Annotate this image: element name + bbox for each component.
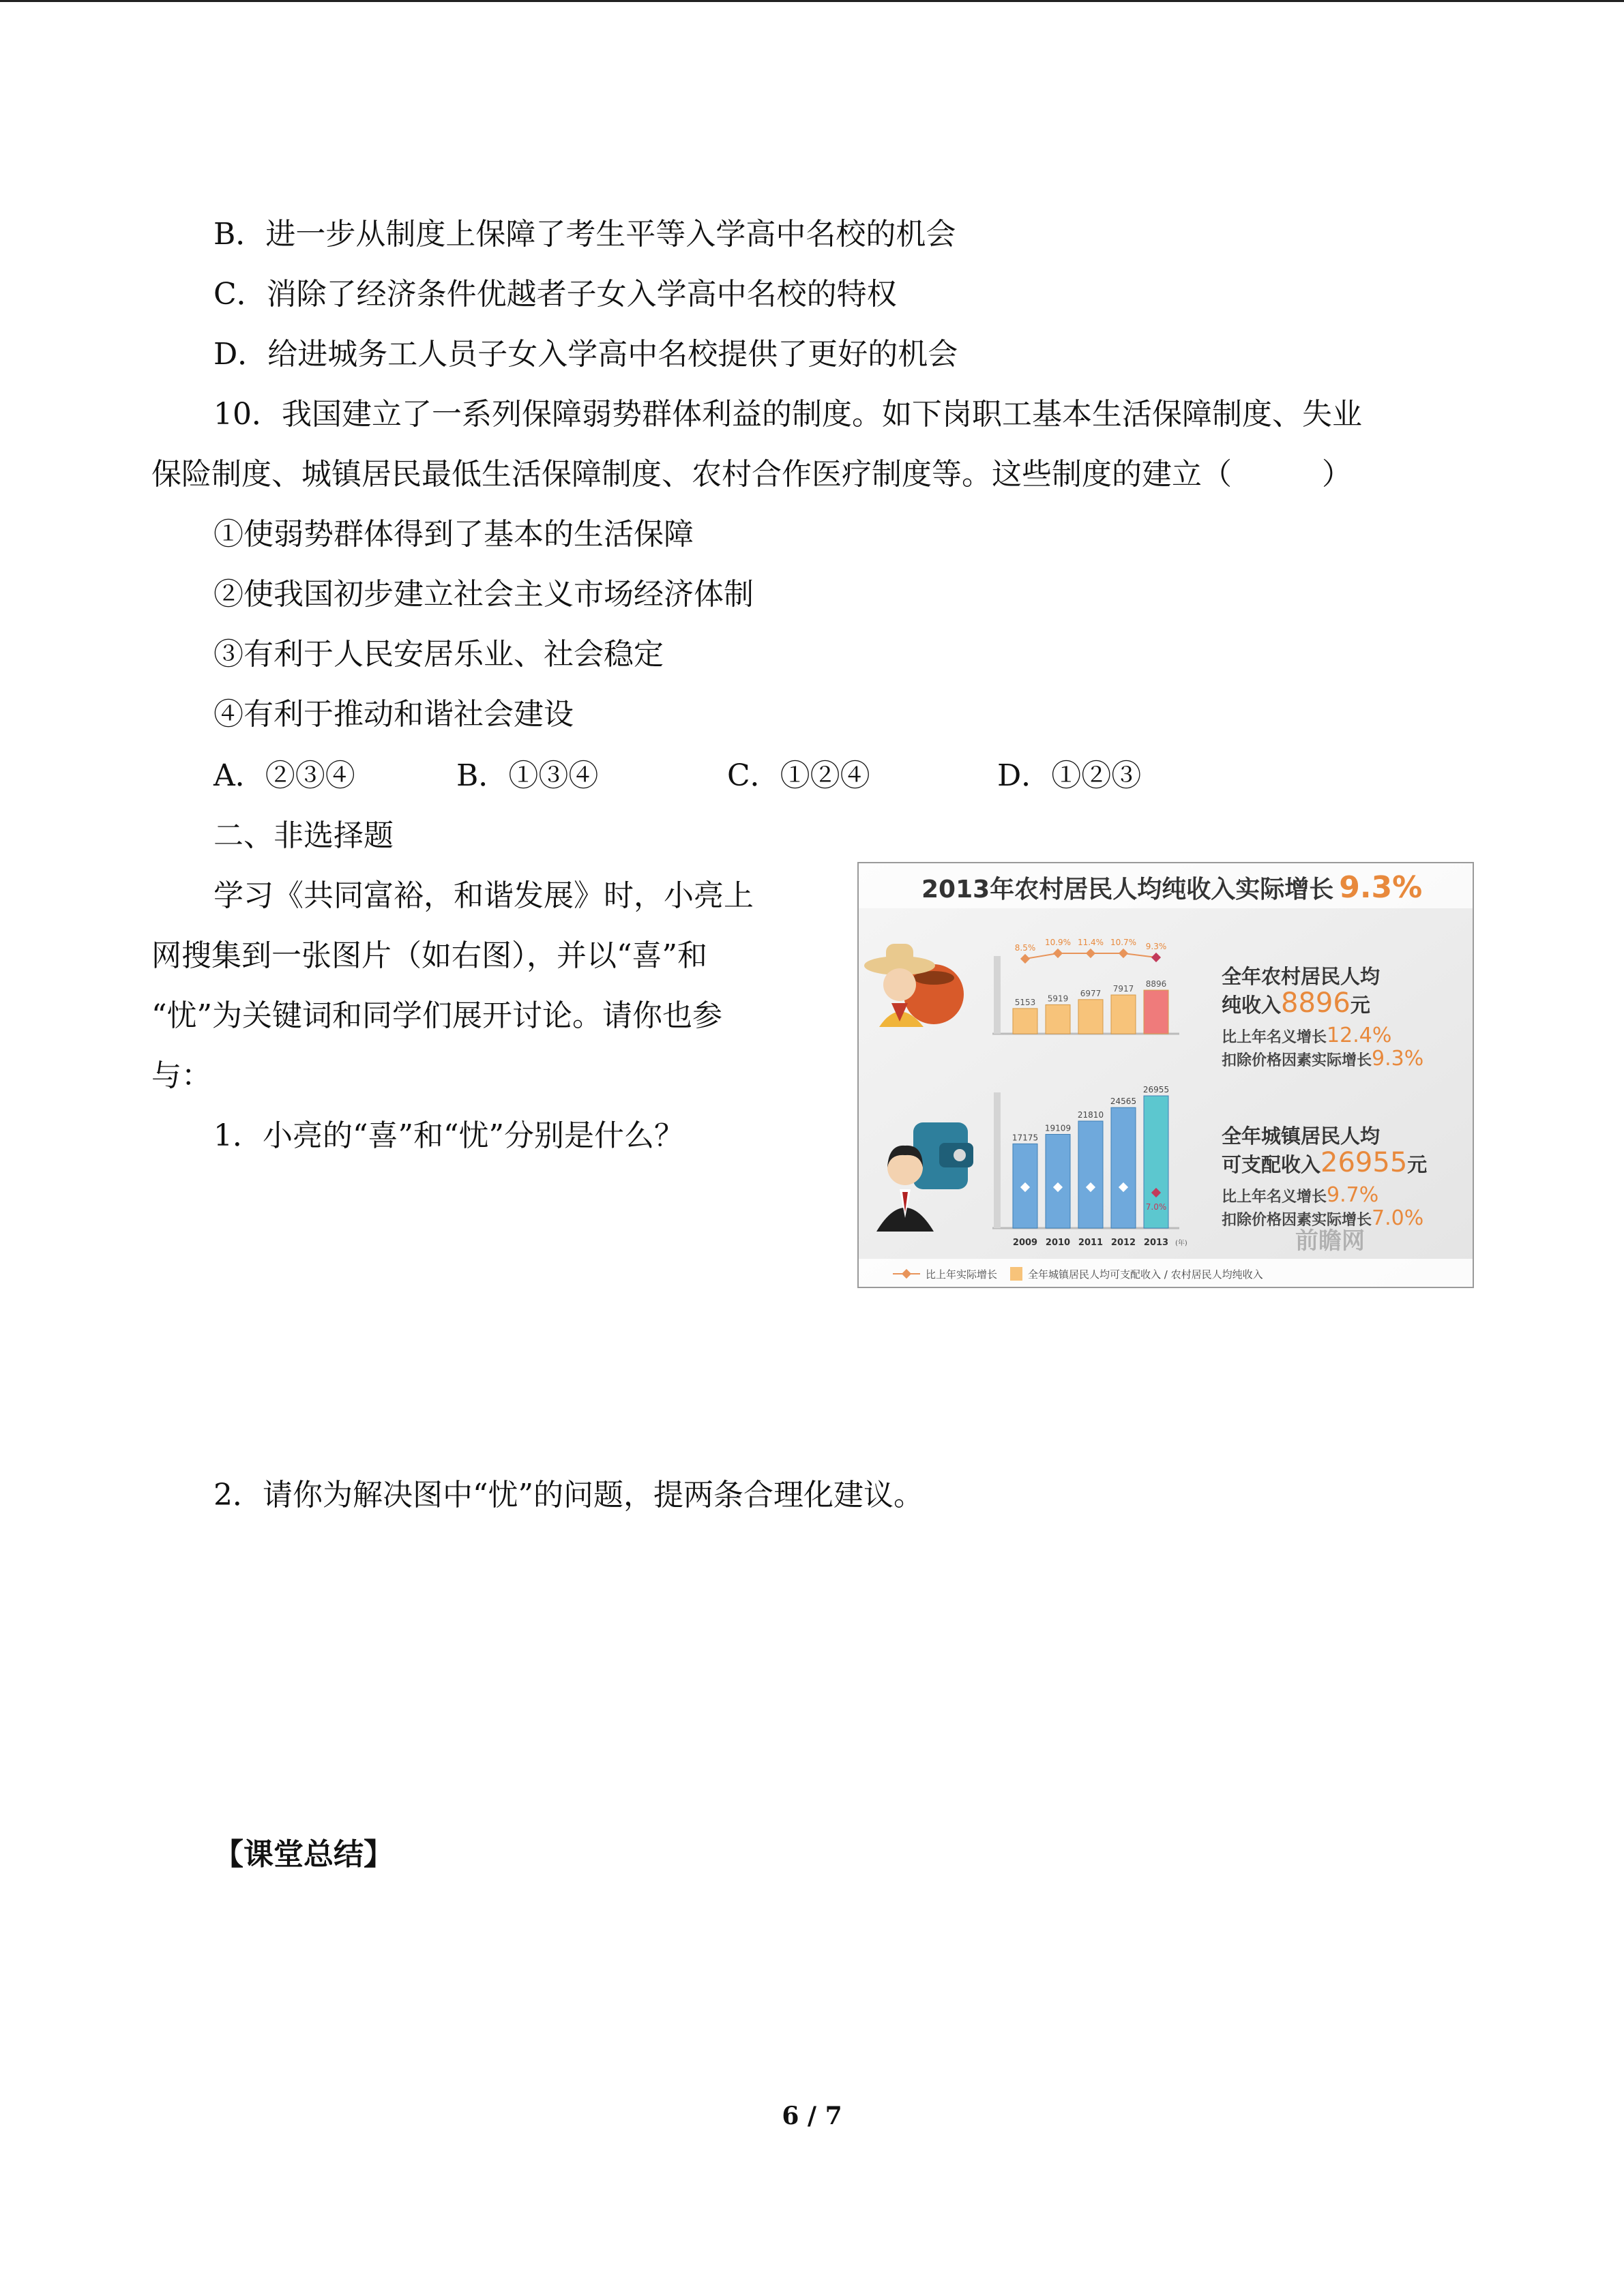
urban-axis-post	[994, 1092, 1001, 1228]
urban-bar-label: 17175	[1012, 1133, 1039, 1143]
chart-title: 2013年农村居民人均纯收入实际增长 9.3%	[921, 870, 1423, 905]
urban-info-line1: 全年城镇居民人均	[1222, 1124, 1381, 1148]
legend-bar-swatch	[1010, 1267, 1022, 1281]
year-tick-label: 2012	[1110, 1238, 1136, 1248]
legend	[893, 1267, 1263, 1281]
legend-item-income: 全年城镇居民人均可支配收入 / 农村居民人均纯收入	[1028, 1268, 1263, 1281]
year-tick-label: 2011	[1078, 1238, 1104, 1248]
rural-growth-label: 8.5%	[1014, 943, 1036, 953]
top-border-line	[0, 0, 1624, 2]
rural-bar-2010	[1046, 1004, 1070, 1034]
legend-item-growth: 比上年实际增长	[926, 1268, 998, 1281]
rural-info-line2: 纯收入8896元	[1222, 987, 1370, 1019]
q10-item-4: ④有利于推动和谐社会建设	[213, 697, 574, 732]
page-number: 6 / 7	[782, 2102, 842, 2130]
q10-stem-line1: 10．我国建立了一系列保障弱势群体利益的制度。如下岗职工基本生活保障制度、失业	[213, 397, 1362, 432]
year-suffix: (年)	[1175, 1240, 1187, 1247]
rural-info-line4: 扣除价格因素实际增长9.3%	[1222, 1047, 1424, 1071]
rural-growth-label: 10.7%	[1110, 938, 1137, 947]
rural-bar-label: 7917	[1112, 984, 1134, 994]
q10-choice-b: B．①③④	[456, 758, 599, 793]
urban-info-line2: 可支配收入26955元	[1222, 1147, 1428, 1178]
urban-bar-2011	[1078, 1121, 1103, 1228]
summary-title: 【课堂总结】	[213, 1837, 394, 1872]
rural-bar-label: 6977	[1080, 988, 1102, 998]
passage-line-1: 学习《共同富裕，和谐发展》时，小亮上	[213, 878, 754, 913]
rural-growth-label: 10.9%	[1044, 938, 1072, 947]
rural-bar-2011	[1078, 1000, 1103, 1034]
rural-info-line1: 全年农村居民人均	[1222, 965, 1381, 988]
q9-option-c: C．消除了经济条件优越者子女入学高中名校的特权	[213, 277, 897, 312]
urban-bar-label: 24565	[1110, 1097, 1137, 1107]
year-tick-label: 2010	[1045, 1238, 1071, 1248]
q10-choice-d: D．①②③	[997, 758, 1142, 793]
urban-growth-label-last: 7.0%	[1145, 1202, 1167, 1212]
rural-axis-post	[994, 956, 1001, 1034]
answer-space-2[interactable]	[151, 1534, 1447, 1807]
passage-line-2: 网搜集到一张图片（如右图），并以“喜”和	[151, 938, 707, 973]
urban-info-line4: 扣除价格因素实际增长7.0%	[1222, 1206, 1424, 1230]
q10-choice-a: A．②③④	[213, 758, 355, 793]
urban-bar-label: 19109	[1044, 1123, 1072, 1133]
q10-item-2: ②使我国初步建立社会主义市场经济体制	[213, 577, 754, 612]
q10-choice-c: C．①②④	[727, 758, 870, 793]
rural-bar-label: 5919	[1047, 994, 1069, 1004]
urban-bar-label: 21810	[1077, 1110, 1104, 1120]
urban-info-line3: 比上年名义增长9.7%	[1222, 1183, 1379, 1207]
rural-info-line3: 比上年名义增长12.4%	[1222, 1024, 1392, 1047]
q10-item-1: ①使弱势群体得到了基本的生活保障	[213, 517, 694, 552]
sub-question-1: 1．小亮的“喜”和“忧”分别是什么？	[213, 1118, 684, 1153]
rural-growth-label: 11.4%	[1077, 938, 1104, 947]
q10-item-3: ③有利于人民安居乐业、社会稳定	[213, 637, 664, 672]
q9-option-d: D．给进城务工人员子女入学高中名校提供了更好的机会	[213, 337, 958, 372]
rural-bar-2013	[1144, 990, 1168, 1034]
q9-option-b: B．进一步从制度上保障了考生平等入学高中名校的机会	[213, 217, 956, 252]
rural-bar-2009	[1013, 1009, 1037, 1034]
rural-bar-label: 5153	[1014, 997, 1036, 1007]
sub-question-2: 2．请你为解决图中“忧”的问题，提两条合理化建议。	[213, 1478, 924, 1512]
year-tick-label: 2013	[1143, 1238, 1169, 1248]
passage-line-3: “忧”为关键词和同学们展开讨论。请你也参	[151, 998, 722, 1033]
q10-stem-line2: 保险制度、城镇居民最低生活保障制度、农村合作医疗制度等。这些制度的建立（ ）	[151, 457, 1352, 492]
income-infographic	[857, 862, 1474, 1288]
rural-bar-label: 8896	[1145, 979, 1167, 989]
section2-title: 二、非选择题	[213, 818, 394, 853]
rural-bar-2012	[1111, 995, 1136, 1034]
watermark: 前瞻网	[1295, 1227, 1365, 1255]
rural-growth-label: 9.3%	[1145, 942, 1167, 951]
urban-bar-2010	[1046, 1134, 1070, 1228]
passage-line-4: 与：	[151, 1058, 211, 1093]
year-tick-label: 2009	[1012, 1238, 1038, 1248]
urban-bar-2012	[1111, 1107, 1136, 1228]
answer-space-1[interactable]	[151, 1200, 833, 1473]
urban-bar-label: 26955	[1142, 1085, 1170, 1094]
